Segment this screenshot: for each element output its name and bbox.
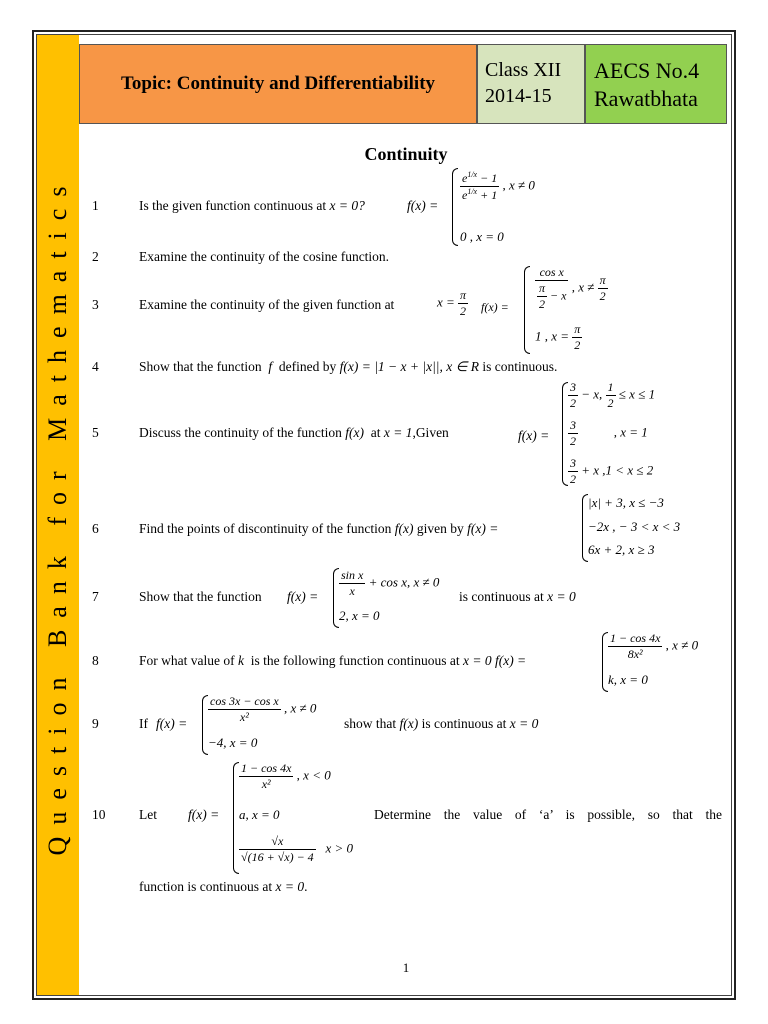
page-number: 1: [402, 960, 410, 975]
exp: 1/x: [467, 170, 478, 179]
at: x = 0: [275, 879, 305, 894]
q1-text: Is the given function continuous at: [139, 198, 327, 213]
page-title: Continuity: [364, 144, 448, 164]
question-text: Examine the continuity of the given function at: [139, 297, 395, 312]
fraction: [568, 380, 578, 411]
t: is continuous at: [421, 716, 507, 731]
question-text: [139, 653, 526, 669]
q10-fx: f(x) =: [188, 807, 220, 822]
q7-tail: [459, 589, 576, 605]
drest: + 1: [477, 188, 498, 202]
q7-case1: [339, 568, 439, 599]
fraction: [568, 456, 578, 487]
f: f: [268, 359, 273, 374]
n: √x: [239, 834, 316, 850]
q10-case3: [239, 834, 353, 865]
t: defined by: [278, 359, 337, 374]
question-text: Examine the continuity of the cosine function.: [139, 249, 390, 264]
fraction: [572, 322, 582, 353]
q8-case2: k, x = 0: [608, 672, 648, 687]
q7-fx: f(x) =: [287, 589, 319, 604]
d: 2: [570, 434, 576, 448]
question-number: 6: [92, 521, 99, 536]
q9-case2: −4, x = 0: [208, 735, 258, 750]
q5-fx: f(x) =: [518, 428, 550, 443]
t: , x ≠ 0: [284, 700, 317, 716]
at: x = 0: [509, 716, 539, 731]
t: Show that the function: [139, 359, 262, 374]
exp: 1/x: [467, 187, 478, 196]
fraction: [339, 568, 365, 599]
header-school: [585, 44, 727, 124]
t: For what value of: [139, 653, 235, 668]
q3-fx: f(x) =: [481, 300, 509, 314]
fraction: [608, 631, 662, 662]
q9-case1: [208, 694, 316, 725]
header-topic: [79, 44, 477, 124]
fx: f(x) =: [494, 653, 527, 668]
t: + cos x, x ≠ 0: [368, 574, 440, 590]
question-number: 9: [92, 716, 99, 731]
question-text: Let: [139, 807, 157, 822]
e: e: [462, 171, 468, 185]
sidebar-vertical-text: Question Bank for Mathematics: [43, 174, 72, 856]
t: , x ≠ 0: [665, 637, 699, 653]
t: is continuous.: [482, 359, 558, 374]
question-number: 10: [92, 807, 106, 822]
t: Discuss the continuity of the function: [139, 425, 342, 440]
topic-text: Topic: Continuity and Differentiability: [120, 73, 436, 94]
fraction: [239, 761, 293, 792]
pi: π: [539, 281, 546, 295]
q1-case1: [460, 170, 535, 203]
rest: − x: [550, 288, 567, 303]
t: at: [370, 425, 381, 440]
question-number: 1: [92, 198, 99, 213]
num: π: [460, 288, 467, 302]
n: sin x: [341, 568, 364, 582]
t: is continuous at: [459, 589, 544, 604]
cond: , x ≠ 0: [502, 177, 535, 193]
question-text: If: [139, 716, 148, 731]
t: − x,: [581, 386, 603, 402]
q1-expr: x = 0?: [329, 198, 365, 213]
den: 2: [599, 289, 606, 303]
t: is the following function continuous at: [250, 653, 460, 668]
t: function is continuous at: [139, 879, 273, 894]
question-text: [139, 425, 449, 441]
two: 2: [539, 297, 545, 311]
class-line2: 2014-15: [485, 85, 552, 107]
q3-at: [437, 288, 468, 319]
q10-case2: a, x = 0: [239, 807, 280, 822]
t: ≤ x ≤ 1: [618, 386, 656, 402]
brace: [452, 168, 458, 246]
q3-case2: [535, 322, 582, 353]
den: [535, 281, 568, 312]
fx2: f(x) =: [467, 521, 499, 536]
num: π: [574, 322, 581, 336]
question-number: 5: [92, 425, 99, 440]
question-number: 3: [92, 297, 99, 312]
t: show that: [344, 716, 397, 731]
num: π: [599, 273, 606, 287]
cond: , x ≠: [571, 279, 595, 295]
q6-case1: |x| + 3, x ≤ −3: [588, 495, 664, 510]
t: + x ,1 < x ≤ 2: [581, 462, 654, 478]
denominator: [460, 187, 499, 203]
n: 3: [570, 380, 576, 394]
cond: 1 , x =: [535, 328, 570, 344]
t: , x = 1: [613, 424, 648, 440]
at: x = 0: [547, 589, 576, 604]
d: 2: [570, 472, 576, 486]
n: cos 3x − cos x: [210, 694, 279, 708]
fraction: [568, 418, 578, 449]
q6-case3: 6x + 2, x ≥ 3: [588, 542, 655, 557]
d: 2: [570, 396, 576, 410]
n: 1 − cos 4x: [241, 761, 292, 775]
header-class: [477, 44, 585, 124]
question-text: [139, 359, 557, 375]
q1-case2: 0 , x = 0: [460, 229, 504, 244]
d: √(16 + √x) − 4: [241, 850, 314, 864]
q9-fx: f(x) =: [156, 716, 188, 731]
question-text: [139, 521, 498, 537]
q8-case1: [608, 631, 698, 662]
q9-tail: [344, 716, 538, 732]
end: .: [304, 879, 308, 894]
question-number: 7: [92, 589, 99, 604]
school-line2: Rawatbhata: [594, 86, 698, 111]
fraction: [460, 170, 499, 203]
x-eq: x =: [437, 294, 455, 310]
t: Find the points of discontinuity of the function: [139, 521, 392, 536]
expr: f(x) = |1 − x + |x||, x ∈ R: [339, 359, 479, 374]
num: cos x: [535, 265, 568, 281]
question-text: [139, 198, 365, 214]
e: e: [462, 188, 468, 202]
n: 3: [570, 418, 576, 432]
d: x: [349, 584, 355, 598]
t: , x < 0: [296, 767, 331, 783]
question-number: 2: [92, 249, 99, 264]
t: ,Given: [412, 425, 449, 440]
numerator: [460, 170, 499, 187]
d: x²: [261, 777, 271, 791]
fraction: [606, 380, 616, 411]
q5-case1: [568, 380, 655, 411]
q10-text-b: Determine the value of ‘a’ is possible, so that the: [374, 807, 722, 822]
q5-case3: [568, 456, 653, 487]
t: x > 0: [325, 840, 353, 856]
page-inner-border: [36, 34, 732, 996]
d: 8x²: [627, 647, 643, 661]
q3-case1: [535, 265, 608, 312]
inner-frac: [537, 281, 547, 312]
school-line1: AECS No.4: [594, 58, 700, 83]
q10-text-c: [139, 879, 307, 895]
q6-case2: −2x , − 3 < x < 3: [588, 519, 681, 534]
q5-case2: [568, 418, 648, 449]
question-text: Show that the function: [139, 589, 262, 604]
fraction: [458, 288, 468, 319]
at: x = 1: [383, 425, 413, 440]
fx: f(x): [394, 521, 414, 536]
brace: [524, 266, 530, 354]
n: 1: [607, 380, 614, 394]
question-number: 8: [92, 653, 99, 668]
fx: f(x): [399, 716, 419, 731]
at: x = 0: [462, 653, 492, 668]
d: 2: [607, 396, 614, 410]
class-line1: Class XII: [485, 59, 562, 81]
q10-case1: [239, 761, 331, 792]
q1-fx: f(x) =: [407, 198, 439, 213]
q7-case2: 2, x = 0: [339, 608, 380, 623]
fraction: [598, 273, 608, 304]
n: 1 − cos 4x: [610, 631, 661, 645]
fraction: [208, 694, 281, 725]
den: 2: [460, 304, 467, 318]
question-number: 4: [92, 359, 99, 374]
fraction: [535, 265, 568, 312]
t: given by: [416, 521, 464, 536]
fraction: [239, 834, 316, 865]
fx: f(x): [345, 425, 364, 440]
k: k: [237, 653, 244, 668]
n: 3: [570, 456, 576, 470]
den: 2: [574, 338, 581, 352]
d: x²: [239, 710, 249, 724]
nrest: − 1: [477, 171, 498, 185]
